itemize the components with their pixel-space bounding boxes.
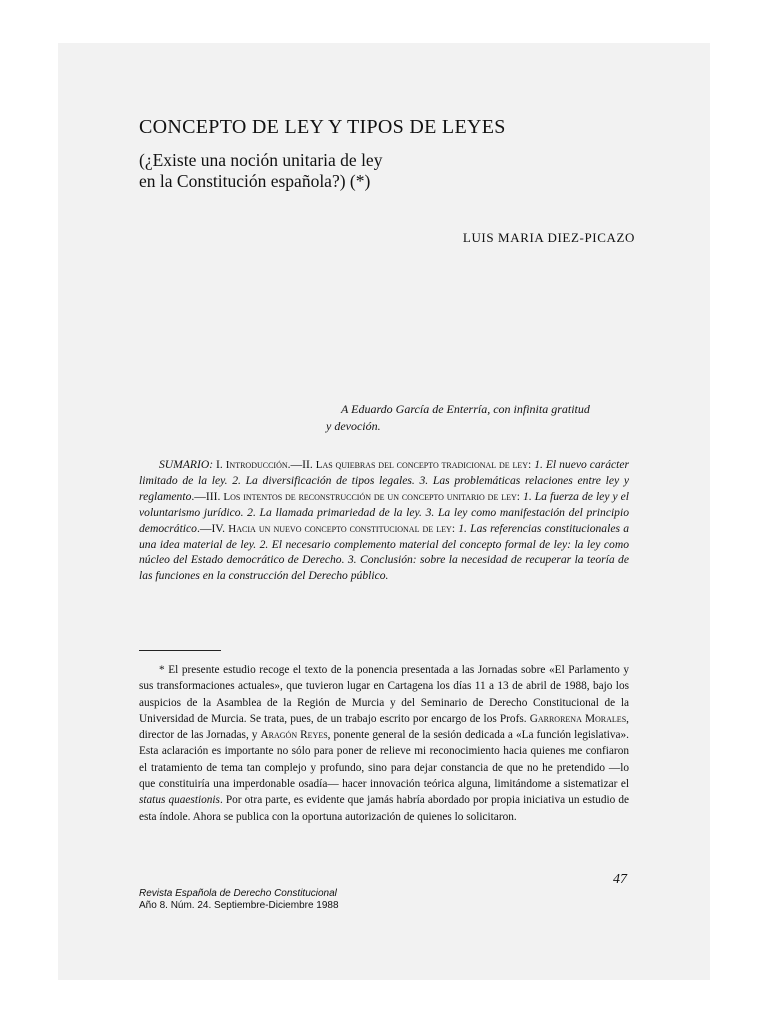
footnote-text-4: . Por otra parte, es evidente que jamás habría abordado por propia iniciativa un estudio de esta índole. Ahora se publica con la oportuna autorización de quienes lo solicitaron. xyxy=(139,794,630,823)
footnote-text-3: , ponente general de la sesión dedicada a «La función legislativa». Esta aclaración es importante no sólo para poner de relieve mi reconocimiento hacia quienes me confiaron el tratamiento de tema tan complejo y profundo, sino para dejar constancia de que no he pretendido —lo que constituiría una imperdonable osadía— hacer innovación teórica alguna, limitándome a sistematizar el xyxy=(139,729,629,791)
summary-section-3-colon: : xyxy=(516,489,524,503)
summary-section-4-colon: : xyxy=(451,521,459,535)
summary-section-3-title: Los intentos de reconstrucción de un concepto unitario de ley xyxy=(223,490,517,503)
footnote-marker: * xyxy=(159,664,165,676)
summary-section-2-number: .—II. xyxy=(287,458,316,471)
summary-section-1-number: I. xyxy=(213,458,226,471)
summary-section-4-items: 1. Las referencias constitucionales a una idea material de ley. 2. El necesario complemento material del concepto formal de ley: la ley como núcleo del Estado democrático de Derecho. 3. Conclusión: sobre la necesidad de recuperar la teoría de las funciones en la construcción del Derecho público. xyxy=(139,521,629,582)
dedication xyxy=(326,401,638,435)
author-name: LUIS MARIA DIEZ-PICAZO xyxy=(462,230,635,245)
journal-name: Revista Española de Derecho Constitucional xyxy=(139,888,337,899)
summary-paragraph xyxy=(139,457,629,583)
footnote-divider xyxy=(139,650,221,651)
footnote-text-2: , director de las Jornadas, y xyxy=(139,712,629,742)
article-subtitle xyxy=(139,150,382,192)
summary-section-2-title: Las quiebras del concepto tradicional de ley xyxy=(315,459,529,471)
dedication-line-2: y devoción. xyxy=(326,419,381,433)
subtitle-line-2: en la Constitución española?) (*) xyxy=(139,171,371,191)
footnote-name-1: Garrorena Morales xyxy=(529,712,627,725)
journal-citation xyxy=(139,888,339,911)
journal-issue: Año 8. Núm. 24. Septiembre-Diciembre 1988 xyxy=(139,899,339,911)
article-title: CONCEPTO DE LEY Y TIPOS DE LEYES xyxy=(139,116,506,138)
summary-section-4-title: Hacia un nuevo concepto constitucional de ley xyxy=(228,522,452,535)
summary-section-2-items: 1. El nuevo carácter limitado de la ley. 2. La diversificación de tipos legales. 3. Las problemáticas relaciones entre ley y reglamento xyxy=(139,458,630,503)
summary-section-2-colon: : xyxy=(528,458,535,471)
subtitle-line-1: (¿Existe una noción unitaria de ley xyxy=(139,150,383,170)
document-page xyxy=(58,43,710,980)
summary-section-4-number: .—IV. xyxy=(196,521,229,535)
summary-section-3-items: 1. La fuerza de ley y el voluntarismo jurídico. 2. La llamada primariedad de la ley. 3. La ley como manifestación del principio democrático xyxy=(139,489,630,535)
summary-section-3-number: .—III. xyxy=(191,489,224,503)
summary-label: SUMARIO: xyxy=(159,458,214,471)
page-number: 47 xyxy=(613,872,627,887)
dedication-line-1: A Eduardo García de Enterría, con infinita gratitud xyxy=(341,402,590,416)
footnote-latin-term: status quaestionis xyxy=(139,794,220,807)
footnote-paragraph xyxy=(139,662,629,825)
summary-section-1-title: Introducción xyxy=(225,459,288,471)
footnote-text-1: El presente estudio recoge el texto de la ponencia presentada a las Jornadas sobre «El Parlamento y sus transformaciones actuales», que tuvieron lugar en Cartagena los días 11 a 13 de abril de 1988, bajo los auspicios de la Asamblea de la Región de Murcia y del Seminario de Derecho Constitucional de la Universidad de Murcia. Se trata, pues, de un trabajo escrito por encargo de los Profs. xyxy=(139,664,629,725)
footnote-name-2: Aragón Reyes xyxy=(260,729,328,742)
